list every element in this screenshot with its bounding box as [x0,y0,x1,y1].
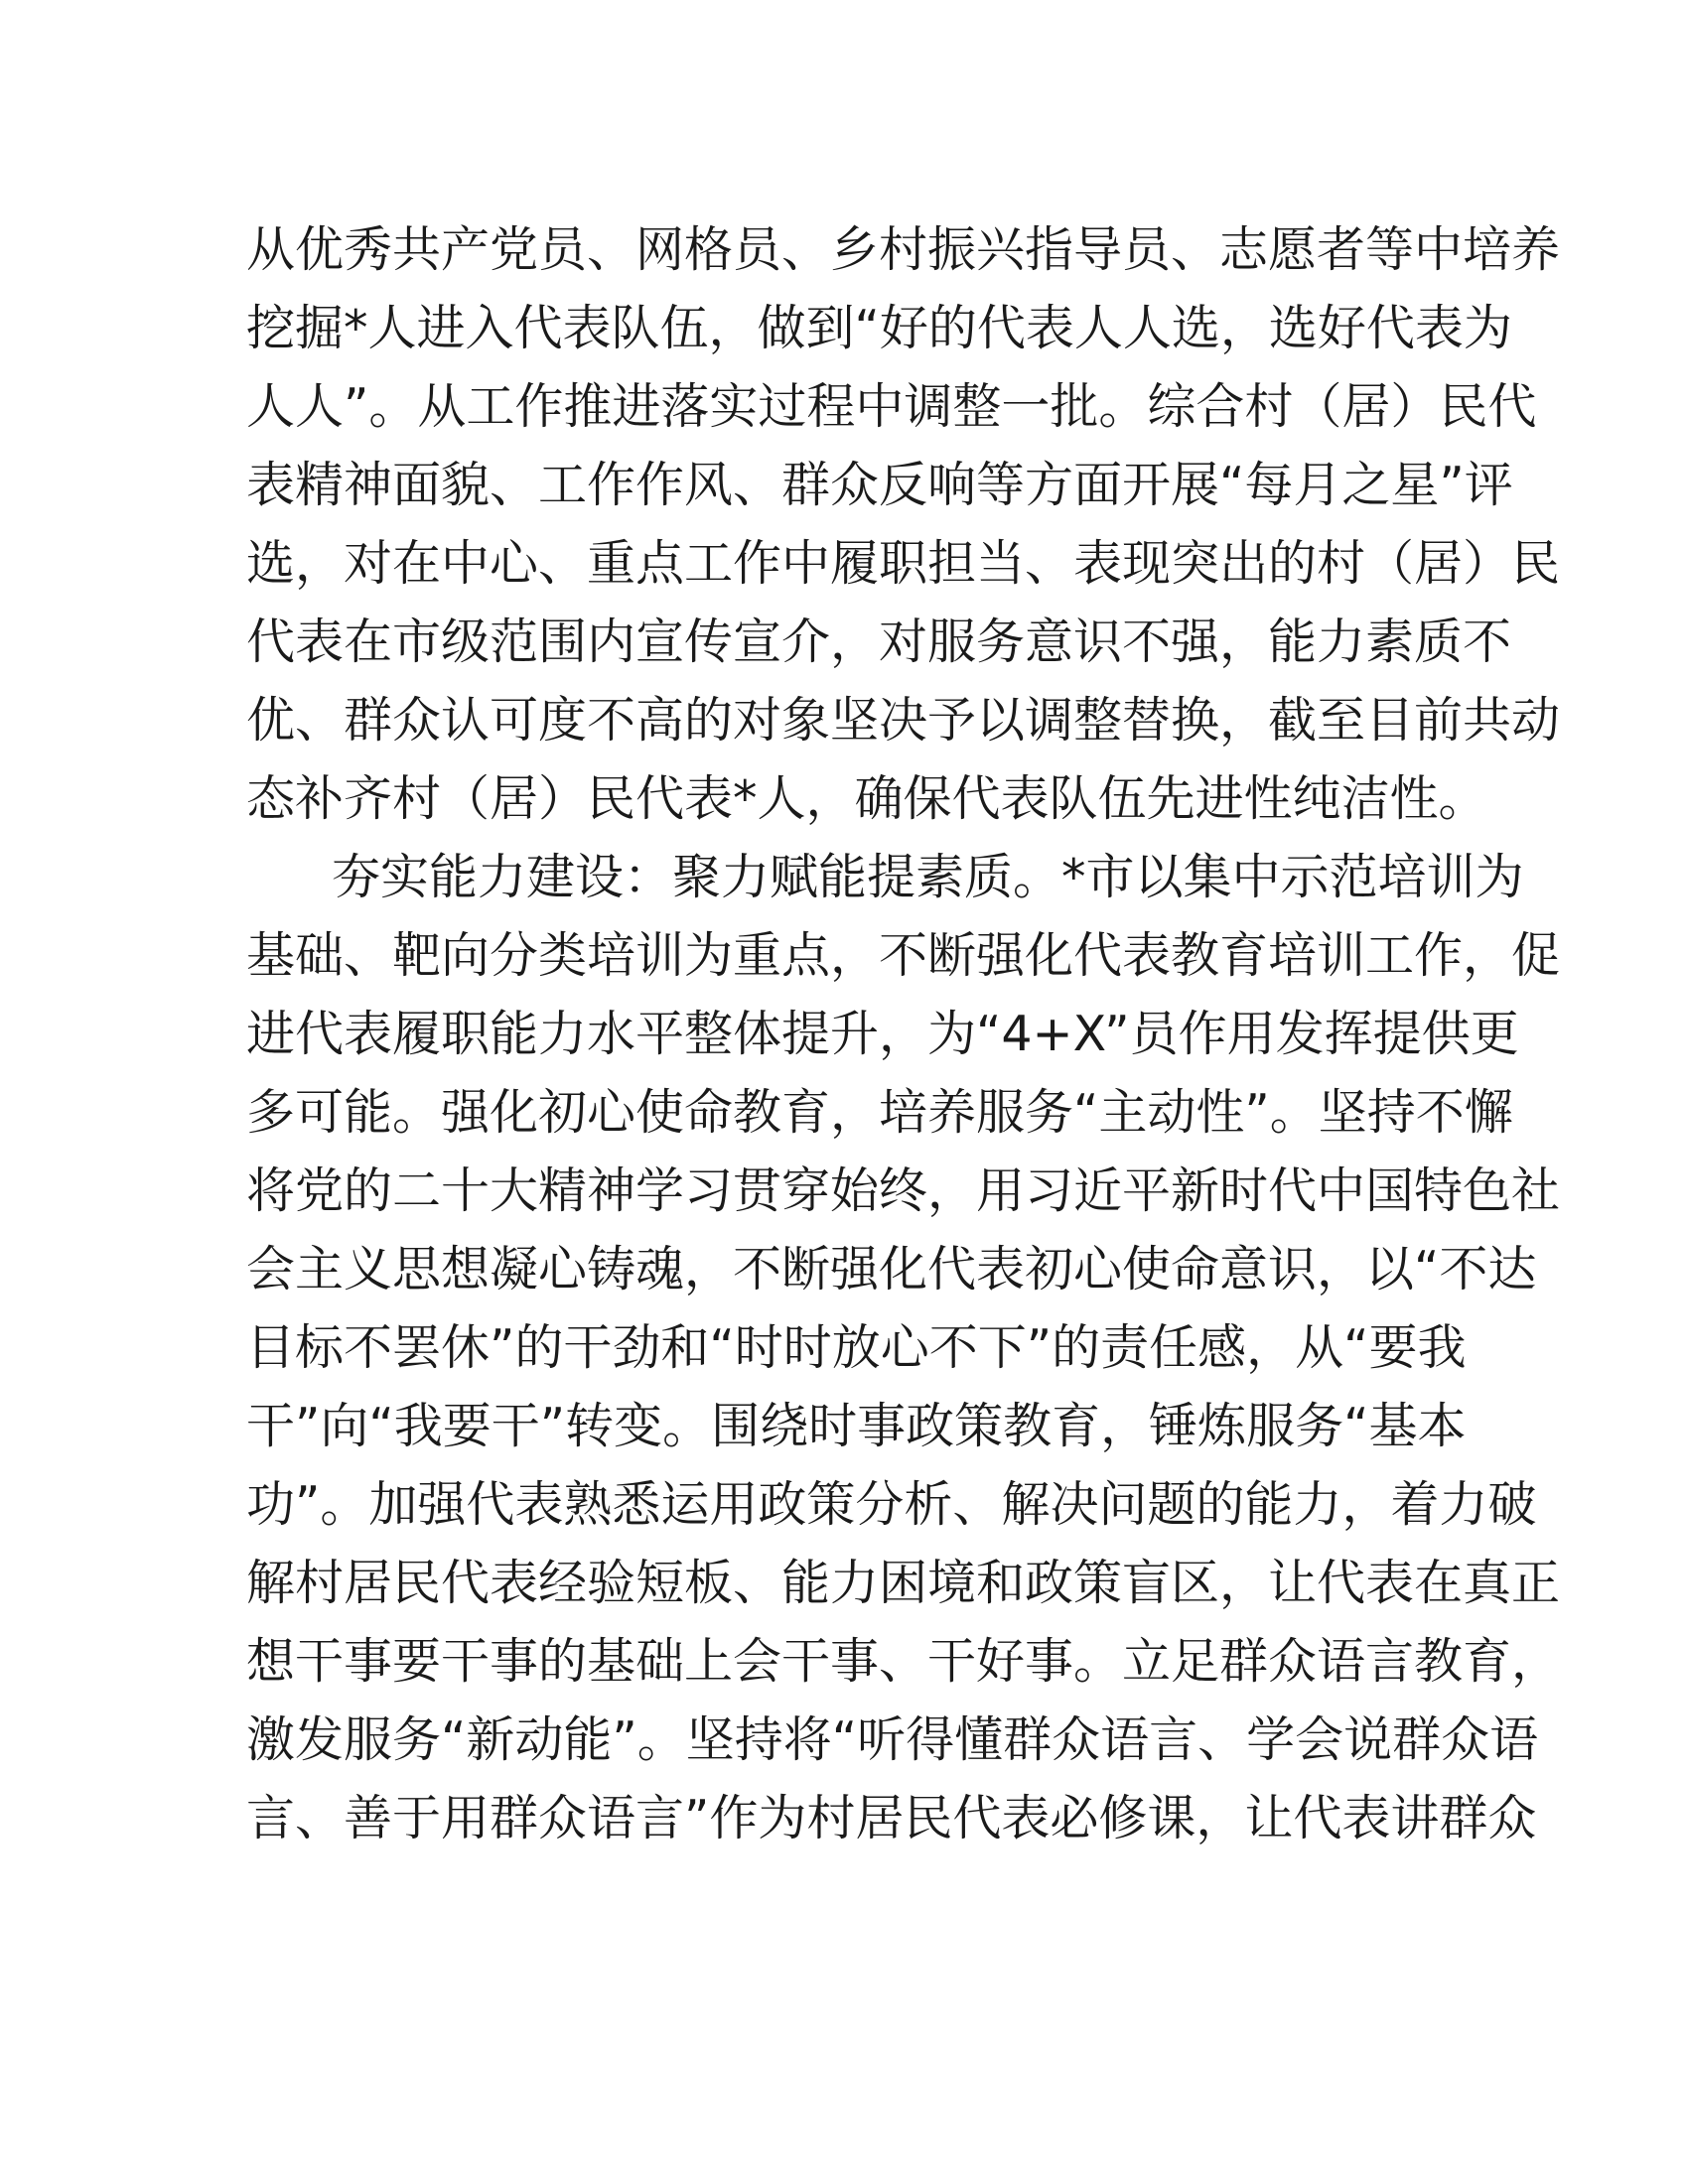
text-line: 多可能。强化初心使命教育，培养服务“主动性”。坚持不懈 [246,1084,1513,1141]
text-line: 挖掘*人进入代表队伍，做到“好的代表人人选，选好代表为 [246,300,1512,356]
text-line: 目标不罢休”的干劲和“时时放心不下”的责任感，从“要我 [246,1319,1467,1376]
text-line: 人人”。从工作推进落实过程中调整一批。综合村（居）民代 [246,378,1537,435]
text-line: 功”。加强代表熟悉运用政策分析、解决问题的能力，着力破 [246,1476,1537,1533]
text-line: 从优秀共产党员、网格员、乡村振兴指导员、志愿者等中培养 [246,221,1561,278]
text-line: 选，对在中心、重点工作中履职担当、表现突出的村（居）民 [246,535,1561,592]
text-line: 言、善于用群众语言”作为村居民代表必修课，让代表讲群众 [246,1790,1537,1846]
text-line: 将党的二十大精神学习贯穿始终，用习近平新时代中国特色社 [246,1162,1561,1219]
document-body [246,210,1561,1857]
text-line: 表精神面貌、工作作风、群众反响等方面开展“每月之星”评 [246,457,1513,513]
text-line: 会主义思想凝心铸魂，不断强化代表初心使命意识，以“不达 [246,1241,1537,1297]
text-line: 干”向“我要干”转变。围绕时事政策教育，锤炼服务“基本 [246,1398,1467,1454]
text-line: 想干事要干事的基础上会干事、干好事。立足群众语言教育， [246,1633,1561,1690]
text-line: 优、群众认可度不高的对象坚决予以调整替换，截至目前共动 [246,692,1561,749]
text-line: 基础、靶向分类培训为重点，不断强化代表教育培训工作，促 [246,927,1561,984]
text-line: 进代表履职能力水平整体提升，为“4+X”员作用发挥提供更 [246,1006,1519,1062]
text-line: 解村居民代表经验短板、能力困境和政策盲区，让代表在真正 [246,1555,1561,1611]
text-line: 代表在市级范围内宣传宣介，对服务意识不强，能力素质不 [246,614,1512,670]
text-line: 夯实能力建设：聚力赋能提素质。*市以集中示范培训为 [332,849,1524,905]
paragraph-2 [246,838,1561,1857]
text-line: 态补齐村（居）民代表*人，确保代表队伍先进性纯洁性。 [246,770,1487,827]
text-line: 激发服务“新动能”。坚持将“听得懂群众语言、学会说群众语 [246,1711,1539,1768]
paragraph-1 [246,210,1561,838]
